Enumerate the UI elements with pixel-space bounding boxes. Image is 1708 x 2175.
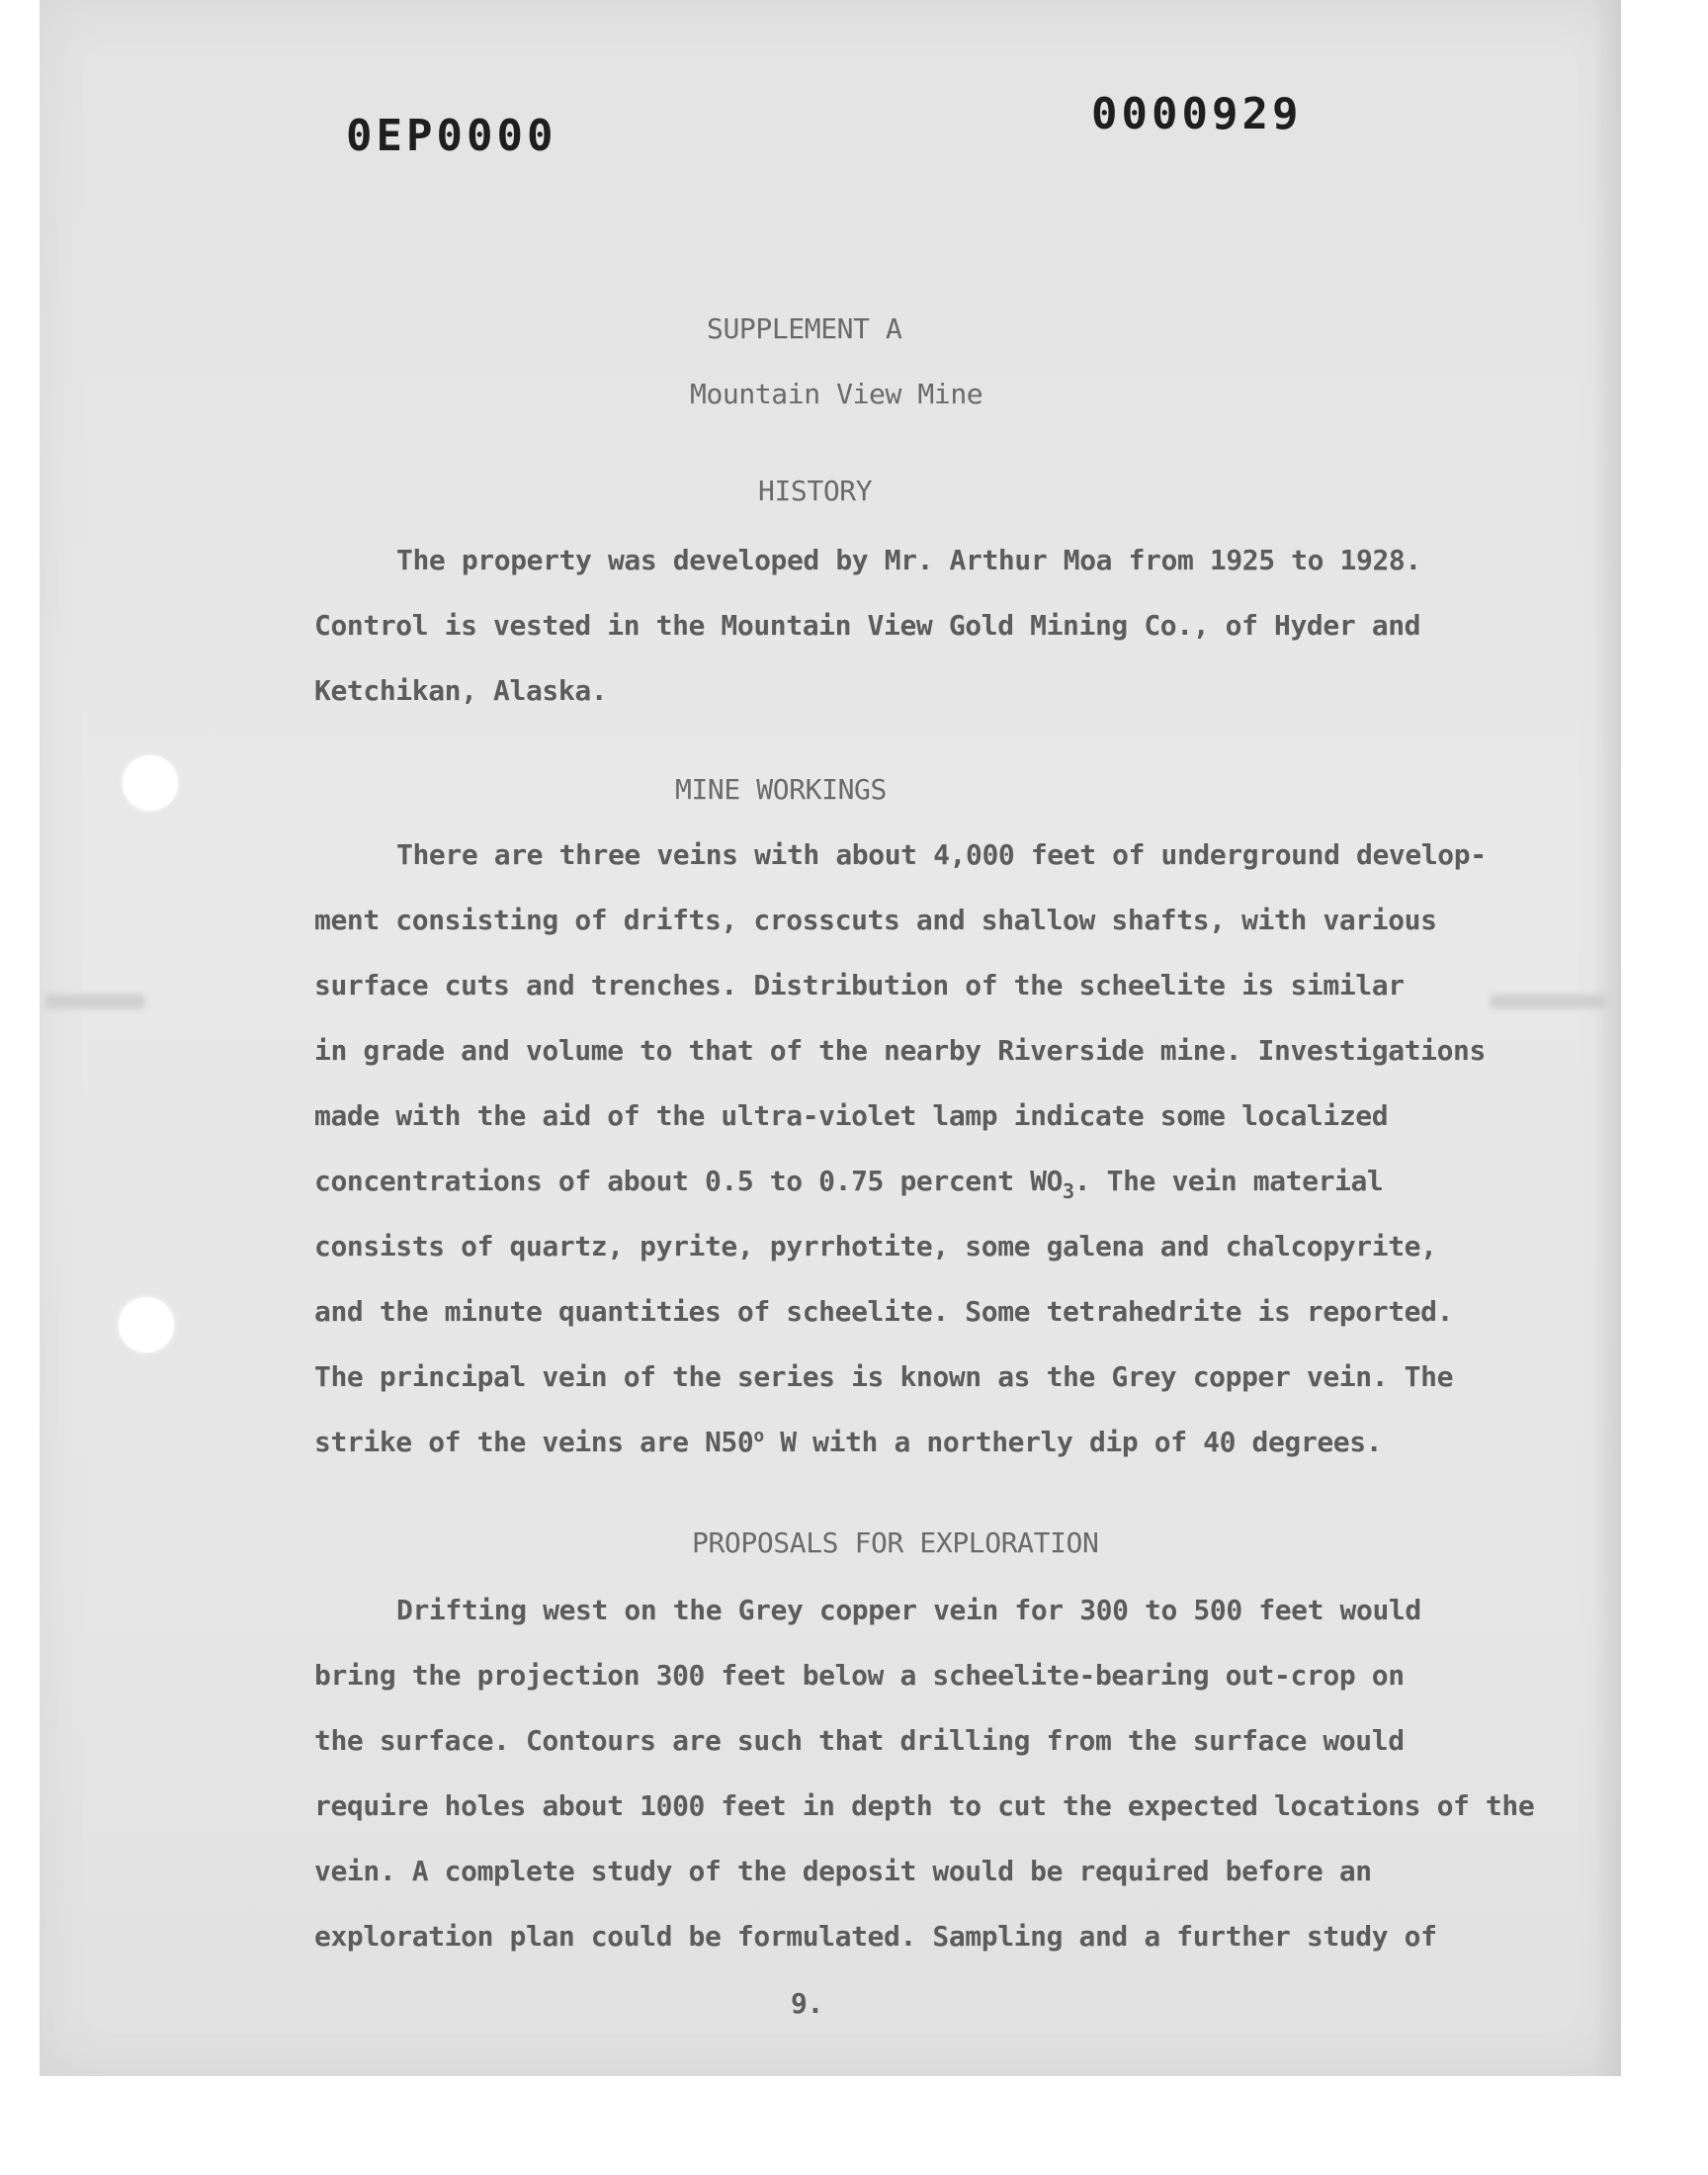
mine-workings-line: ment consisting of drifts, crosscuts and shallow shafts, with various (314, 904, 1437, 936)
mine-workings-line: surface cuts and trenches. Distribution of the scheelite is similar (314, 969, 1405, 1001)
mine-workings-line: and the minute quantities of scheelite. Some tetrahedrite is reported. (314, 1295, 1454, 1328)
scan-smudge (45, 995, 144, 1008)
proposals-line: bring the projection 300 feet below a scheelite-bearing out-crop on (314, 1659, 1405, 1692)
line-text: strike of the veins are N50 (314, 1426, 754, 1458)
history-line: Ketchikan, Alaska. (314, 674, 608, 707)
proposals-line: the surface. Contours are such that drilling from the surface would (314, 1724, 1405, 1757)
proposals-line: Drifting west on the Grey copper vein for 300 to 500 feet would (396, 1594, 1421, 1626)
line-text: W with a northerly dip of 40 degrees. (763, 1426, 1383, 1458)
proposals-heading: PROPOSALS FOR EXPLORATION (692, 1526, 1099, 1559)
mine-workings-line: The principal vein of the series is known as the Grey copper vein. The (314, 1360, 1454, 1393)
subscript: 3 (1063, 1179, 1074, 1203)
line-text: concentrations of about 0.5 to 0.75 percent WO (314, 1165, 1064, 1197)
mine-name-heading: Mountain View Mine (690, 378, 983, 410)
history-line: The property was developed by Mr. Arthur Moa from 1925 to 1928. (396, 544, 1421, 576)
mine-workings-line: made with the aid of the ultra-violet lamp indicate some localized (314, 1099, 1389, 1132)
scan-smudge (1491, 995, 1607, 1008)
proposals-line: vein. A complete study of the deposit would be required before an (314, 1855, 1372, 1887)
history-line: Control is vested in the Mountain View Gold Mining Co., of Hyder and (314, 609, 1421, 642)
document-stamp-right: 0000929 (1091, 89, 1303, 139)
punch-hole (119, 1297, 174, 1352)
mine-workings-line: There are three veins with about 4,000 feet of underground develop- (396, 838, 1487, 871)
mine-workings-line (314, 1426, 1382, 1458)
proposals-line: exploration plan could be formulated. Sampling and a further study of (314, 1920, 1437, 1953)
history-heading: HISTORY (758, 475, 873, 507)
supplement-heading: SUPPLEMENT A (707, 312, 902, 345)
line-text: . The vein material (1073, 1165, 1384, 1197)
proposals-line: require holes about 1000 feet in depth to cut the expected locations of the (314, 1789, 1535, 1822)
degree-sign: o (753, 1426, 764, 1446)
document-stamp-left: 0EP0000 (346, 111, 557, 161)
mine-workings-line: in grade and volume to that of the nearby Riverside mine. Investigations (314, 1034, 1486, 1067)
mine-workings-line: consists of quartz, pyrite, pyrrhotite, some galena and chalcopyrite, (314, 1230, 1437, 1262)
punch-hole (123, 755, 178, 811)
mine-workings-heading: MINE WORKINGS (675, 773, 887, 806)
page-number: 9. (791, 1987, 823, 2020)
mine-workings-line (314, 1165, 1384, 1203)
